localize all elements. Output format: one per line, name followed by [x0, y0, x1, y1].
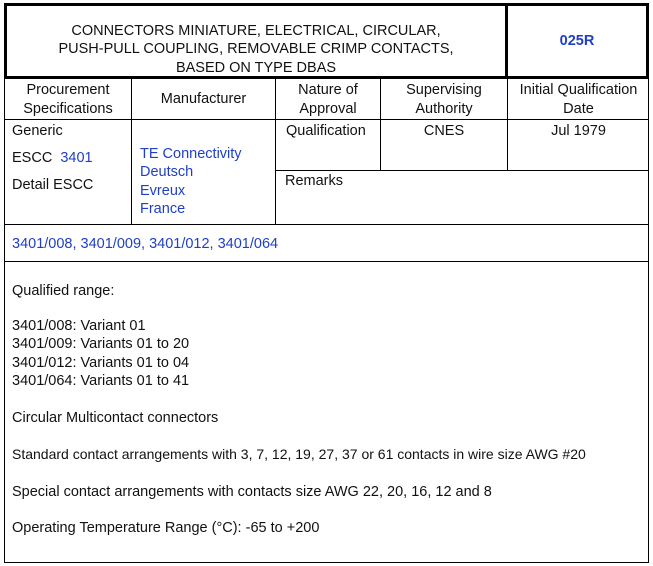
header-initial-line-1: Initial Qualification [519, 82, 638, 98]
procurement-escc [12, 149, 93, 167]
header-nature [276, 81, 380, 119]
temperature-range: Operating Temperature Range (°C): -65 to +200 [12, 520, 320, 536]
detail-specs-line [4, 261, 649, 262]
escc-label: ESCC [12, 150, 53, 166]
manufacturer-line-2[interactable]: Deutsch [140, 164, 194, 180]
procurement-generic: Generic [12, 123, 63, 139]
header-manufacturer: Manufacturer [160, 91, 247, 107]
variant-line-3: 3401/012: Variants 01 to 04 [12, 355, 190, 371]
remarks-line [275, 170, 649, 171]
header-nature-line-2: Approval [299, 101, 357, 117]
qualification-date: Jul 1979 [551, 123, 606, 139]
header-row-line [4, 119, 649, 120]
header-procurement [5, 81, 131, 119]
title-line-2: PUSH-PULL COUPLING, REMOVABLE CRIMP CONTACTS, [58, 41, 454, 57]
table-bottom-line [4, 224, 649, 225]
manufacturer-line-4[interactable]: France [140, 201, 186, 217]
variant-line-1: 3401/008: Variant 01 [12, 318, 146, 334]
qualified-range-label: Qualified range: [12, 283, 115, 299]
variant-line-4: 3401/064: Variants 01 to 41 [12, 373, 190, 389]
title-line-3: BASED ON TYPE DBAS [175, 60, 337, 76]
detail-specs-links[interactable]: 3401/008, 3401/009, 3401/012, 3401/064 [12, 236, 279, 252]
header-procurement-line-1: Procurement [26, 82, 110, 98]
manufacturer-line-1[interactable]: TE Connectivity [140, 146, 242, 162]
variant-line-2: 3401/009: Variants 01 to 20 [12, 336, 190, 352]
remarks-label: Remarks [285, 173, 344, 189]
standard-arrangements: Standard contact arrangements with 3, 7, 12, 19, 27, 37 or 61 contacts in wire size AWG #20 [12, 446, 586, 462]
manufacturer-line-3[interactable]: Evreux [140, 183, 186, 199]
nature-of-approval: Qualification [286, 123, 366, 139]
header-supervising [381, 81, 507, 119]
header-initial-line-2: Date [563, 101, 594, 117]
header-nature-line-1: Nature of [298, 82, 358, 98]
document-code: 025R [559, 33, 595, 49]
supervising-authority: CNES [423, 123, 465, 139]
special-arrangements: Special contact arrangements with contacts size AWG 22, 20, 16, 12 and 8 [12, 484, 492, 500]
description-line: Circular Multicontact connectors [12, 410, 219, 426]
procurement-detail: Detail ESCC [12, 177, 94, 193]
escc-number-link[interactable]: 3401 [60, 150, 93, 166]
header-procurement-line-2: Specifications [23, 101, 113, 117]
header-supervising-line-1: Supervising [406, 82, 482, 98]
header-supervising-line-2: Authority [415, 101, 473, 117]
header-initial [508, 81, 649, 119]
title-line-1: CONNECTORS MINIATURE, ELECTRICAL, CIRCULAR, [71, 23, 441, 39]
